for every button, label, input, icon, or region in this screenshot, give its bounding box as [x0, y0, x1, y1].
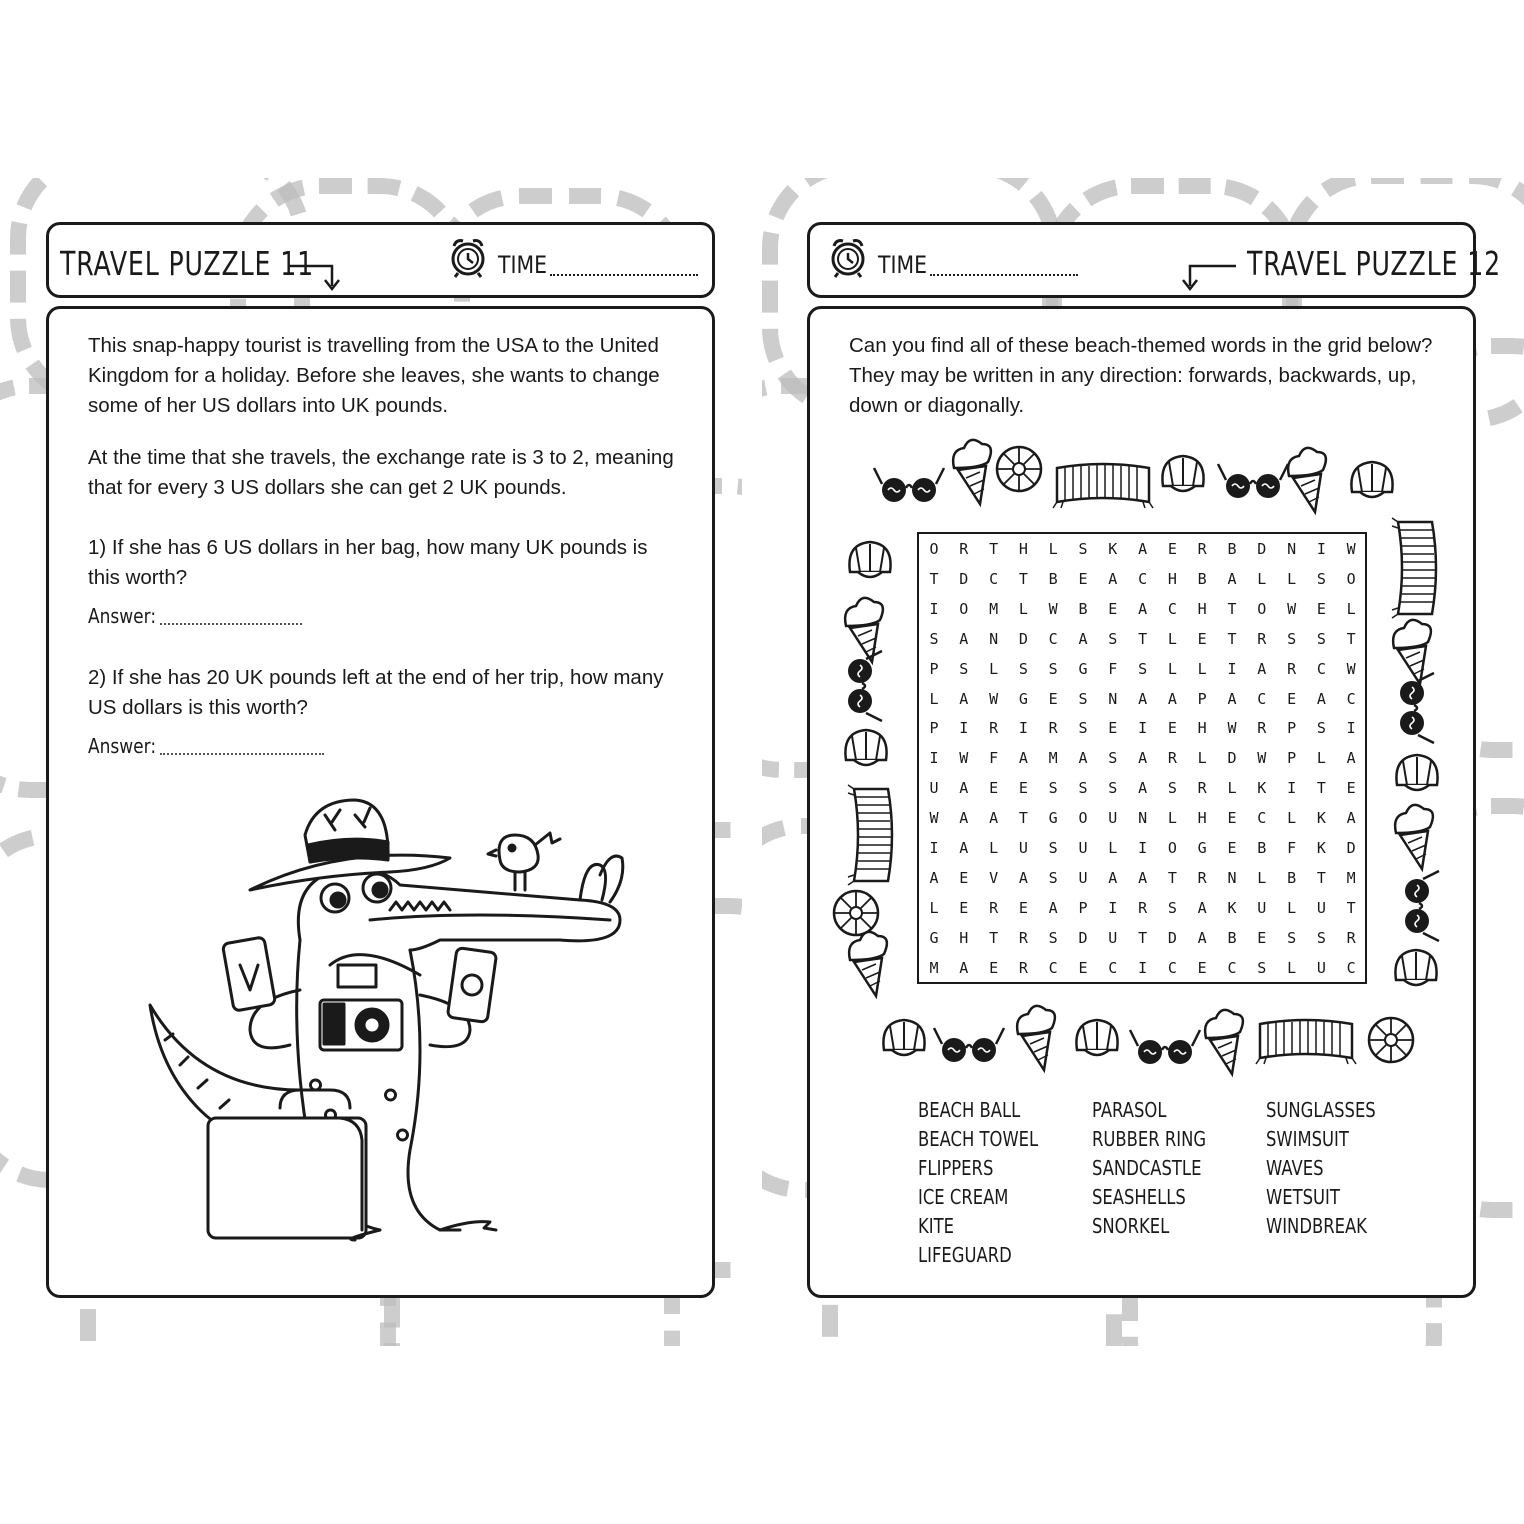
word-list-item: ICE CREAM: [918, 1185, 1009, 1209]
grid-letter[interactable]: M: [1048, 749, 1058, 768]
grid-letter[interactable]: T: [1138, 629, 1148, 648]
grid-letter[interactable]: A: [989, 809, 999, 828]
grid-letter[interactable]: A: [959, 839, 969, 857]
word-list-item: SANDCASTLE: [1092, 1156, 1202, 1180]
grid-letter[interactable]: E: [1048, 689, 1058, 708]
grid-letter[interactable]: A: [1197, 898, 1207, 917]
grid-letter[interactable]: I: [1018, 719, 1028, 738]
word-list-item: WETSUIT: [1266, 1185, 1340, 1209]
grid-letter[interactable]: A: [1138, 749, 1148, 768]
grid-letter[interactable]: U: [1108, 928, 1118, 947]
answer-1-label: Answer:: [88, 604, 157, 628]
grid-letter[interactable]: E: [1108, 599, 1118, 618]
grid-letter[interactable]: B: [1287, 868, 1297, 887]
grid-letter[interactable]: S: [1287, 629, 1297, 648]
grid-letter[interactable]: S: [1138, 659, 1148, 678]
grid-letter[interactable]: O: [1167, 839, 1177, 857]
grid-letter[interactable]: A: [1138, 599, 1148, 618]
grid-letter[interactable]: L: [929, 689, 939, 708]
grid-letter[interactable]: C: [1257, 689, 1267, 708]
grid-letter[interactable]: H: [1197, 809, 1207, 828]
word-list-item: FLIPPERS: [918, 1156, 994, 1180]
grid-letter[interactable]: D: [1167, 928, 1177, 947]
grid-letter[interactable]: K: [1108, 540, 1118, 558]
grid-letter[interactable]: O: [1078, 809, 1088, 828]
grid-letter[interactable]: W: [1257, 749, 1267, 768]
grid-letter[interactable]: T: [929, 569, 939, 588]
grid-letter[interactable]: P: [1287, 719, 1297, 738]
grid-letter[interactable]: K: [1257, 779, 1267, 798]
word-list-item: KITE: [918, 1214, 954, 1238]
grid-letter[interactable]: S: [1078, 540, 1088, 558]
grid-letter[interactable]: O: [1346, 569, 1356, 588]
grid-letter[interactable]: A: [1138, 779, 1148, 798]
grid-letter[interactable]: L: [1167, 659, 1177, 678]
grid-letter[interactable]: T: [1138, 928, 1148, 947]
grid-letter[interactable]: I: [929, 599, 939, 618]
grid-letter[interactable]: M: [989, 599, 999, 618]
left-intro-1: This snap-happy tourist is travelling from the USA to the United Kingdom for a holiday. Before she leaves, she wants to change some of her US dollars into UK pounds.: [88, 334, 660, 417]
grid-letter[interactable]: E: [1167, 719, 1177, 738]
grid-letter[interactable]: R: [1257, 629, 1267, 648]
grid-letter[interactable]: L: [1316, 749, 1326, 768]
left-time-label: TIME: [498, 251, 547, 279]
grid-letter[interactable]: P: [1197, 689, 1207, 708]
grid-letter[interactable]: S: [1048, 839, 1058, 857]
grid-letter[interactable]: O: [959, 599, 969, 618]
grid-letter[interactable]: I: [1346, 719, 1356, 738]
grid-letter[interactable]: A: [1108, 569, 1118, 588]
right-intro: Can you find all of these beach-themed words in the grid below? They may be written in any direction: forwards, backwards, up, down or diagonally.: [849, 334, 1433, 417]
grid-letter[interactable]: S: [1316, 629, 1326, 648]
grid-letter[interactable]: A: [1346, 749, 1356, 768]
word-list-item: RUBBER RING: [1092, 1127, 1207, 1151]
grid-letter[interactable]: H: [1167, 569, 1177, 588]
grid-letter[interactable]: B: [1257, 839, 1267, 857]
word-list-item: SWIMSUIT: [1266, 1127, 1349, 1151]
grid-letter[interactable]: E: [959, 868, 969, 887]
grid-letter[interactable]: A: [1227, 569, 1237, 588]
grid-letter[interactable]: S: [1316, 719, 1326, 738]
grid-letter[interactable]: L: [1346, 599, 1356, 618]
grid-letter[interactable]: U: [1078, 839, 1088, 857]
grid-letter[interactable]: E: [1257, 928, 1267, 947]
word-list-column-1: [918, 1096, 1038, 1270]
word-list-item: SNORKEL: [1092, 1214, 1170, 1238]
grid-letter[interactable]: L: [1197, 659, 1207, 678]
grid-letter[interactable]: D: [1078, 928, 1088, 947]
grid-letter[interactable]: E: [989, 779, 999, 798]
grid-letter[interactable]: L: [1287, 958, 1297, 977]
grid-letter[interactable]: E: [1167, 540, 1177, 558]
grid-letter[interactable]: R: [1197, 779, 1207, 798]
grid-letter[interactable]: C: [1138, 569, 1148, 588]
word-list-item: SEASHELLS: [1092, 1185, 1186, 1209]
grid-letter[interactable]: S: [959, 659, 969, 678]
grid-letter[interactable]: E: [1227, 839, 1237, 857]
grid-letter[interactable]: A: [959, 809, 969, 828]
grid-letter[interactable]: R: [1346, 928, 1356, 947]
grid-letter[interactable]: U: [1316, 958, 1326, 977]
word-list-item: WAVES: [1266, 1156, 1324, 1180]
grid-letter[interactable]: R: [1138, 898, 1148, 917]
grid-letter[interactable]: G: [1197, 839, 1207, 857]
grid-letter[interactable]: C: [1227, 958, 1237, 977]
grid-letter[interactable]: I: [929, 839, 939, 857]
grid-letter[interactable]: P: [929, 659, 939, 678]
grid-letter[interactable]: H: [1197, 719, 1207, 738]
grid-letter[interactable]: S: [1287, 928, 1297, 947]
grid-letter[interactable]: R: [989, 898, 999, 917]
grid-letter[interactable]: R: [1167, 749, 1177, 768]
grid-letter[interactable]: R: [1018, 958, 1028, 977]
grid-letter[interactable]: E: [1227, 809, 1237, 828]
grid-letter[interactable]: R: [1197, 540, 1207, 558]
left-intro-2: At the time that she travels, the exchange rate is 3 to 2, meaning that for every 3 US dollars she can get 2 UK pounds.: [88, 446, 674, 499]
grid-letter[interactable]: A: [1138, 689, 1148, 708]
word-list-item: LIFEGUARD: [918, 1243, 1012, 1267]
grid-letter[interactable]: G: [1048, 809, 1058, 828]
word-list-item: WINDBREAK: [1266, 1214, 1367, 1238]
grid-letter[interactable]: U: [1257, 898, 1267, 917]
grid-letter[interactable]: L: [929, 898, 939, 917]
grid-letter[interactable]: I: [1138, 839, 1148, 857]
grid-letter[interactable]: W: [1346, 540, 1356, 558]
grid-letter[interactable]: T: [1018, 569, 1028, 588]
grid-letter[interactable]: L: [1167, 629, 1177, 648]
grid-letter[interactable]: S: [1018, 659, 1028, 678]
grid-letter[interactable]: A: [1197, 928, 1207, 947]
grid-letter[interactable]: E: [1078, 569, 1088, 588]
grid-letter[interactable]: S: [1167, 898, 1177, 917]
grid-letter[interactable]: L: [1197, 749, 1207, 768]
grid-letter[interactable]: B: [1227, 540, 1237, 558]
grid-letter[interactable]: S: [1078, 719, 1088, 738]
grid-letter[interactable]: A: [959, 629, 969, 648]
grid-letter[interactable]: D: [959, 569, 969, 588]
grid-letter[interactable]: T: [1316, 868, 1326, 887]
grid-letter[interactable]: C: [1257, 809, 1267, 828]
grid-letter[interactable]: T: [1346, 898, 1356, 917]
grid-letter[interactable]: E: [1078, 958, 1088, 977]
grid-letter[interactable]: A: [1078, 749, 1088, 768]
grid-letter[interactable]: C: [1346, 958, 1356, 977]
word-list-column-3: [1266, 1096, 1376, 1241]
grid-letter[interactable]: C: [1167, 599, 1177, 618]
grid-letter[interactable]: C: [1048, 958, 1058, 977]
grid-letter[interactable]: I: [1316, 540, 1326, 558]
grid-letter[interactable]: A: [1138, 868, 1148, 887]
grid-letter[interactable]: A: [1316, 689, 1326, 708]
grid-letter[interactable]: A: [1167, 689, 1177, 708]
grid-letter[interactable]: K: [1227, 898, 1237, 917]
grid-letter[interactable]: E: [1197, 629, 1207, 648]
grid-letter[interactable]: K: [1316, 809, 1326, 828]
grid-letter[interactable]: R: [1197, 868, 1207, 887]
grid-letter[interactable]: G: [1018, 689, 1028, 708]
grid-letter[interactable]: C: [1167, 958, 1177, 977]
grid-letter[interactable]: I: [1227, 659, 1237, 678]
grid-letter[interactable]: A: [959, 958, 969, 977]
grid-letter[interactable]: C: [1316, 659, 1326, 678]
grid-letter[interactable]: A: [1018, 749, 1028, 768]
grid-letter[interactable]: S: [1316, 569, 1326, 588]
grid-letter[interactable]: T: [1227, 599, 1237, 618]
question-1: 1) If she has 6 US dollars in her bag, how many UK pounds is this worth?: [88, 536, 648, 589]
grid-letter[interactable]: F: [1108, 659, 1118, 678]
grid-letter[interactable]: D: [1346, 839, 1356, 857]
grid-letter[interactable]: F: [989, 749, 999, 768]
grid-letter[interactable]: P: [1078, 898, 1088, 917]
grid-letter[interactable]: S: [1048, 928, 1058, 947]
grid-letter[interactable]: R: [1257, 719, 1267, 738]
grid-letter[interactable]: C: [1108, 958, 1118, 977]
grid-letter[interactable]: E: [1018, 898, 1028, 917]
grid-letter[interactable]: A: [959, 779, 969, 798]
grid-letter[interactable]: D: [1018, 629, 1028, 648]
grid-letter[interactable]: I: [959, 719, 969, 738]
right-page-title: TRAVEL PUZZLE 12: [1247, 244, 1502, 283]
question-2: 2) If she has 20 UK pounds left at the end of her trip, how many US dollars is this worth?: [88, 666, 664, 719]
word-list-item: PARASOL: [1092, 1098, 1167, 1122]
grid-letter[interactable]: E: [1316, 599, 1326, 618]
grid-letter[interactable]: S: [1048, 868, 1058, 887]
grid-letter[interactable]: E: [1018, 779, 1028, 798]
grid-letter[interactable]: W: [1048, 599, 1058, 618]
grid-letter[interactable]: A: [1018, 868, 1028, 887]
grid-letter[interactable]: S: [1257, 958, 1267, 977]
grid-letter[interactable]: G: [929, 928, 939, 947]
grid-letter[interactable]: W: [959, 749, 969, 768]
grid-letter[interactable]: S: [1108, 779, 1118, 798]
grid-letter[interactable]: L: [1257, 868, 1267, 887]
grid-letter[interactable]: P: [929, 719, 939, 738]
grid-letter[interactable]: L: [1287, 809, 1297, 828]
grid-letter[interactable]: K: [1316, 839, 1326, 857]
grid-letter[interactable]: W: [1227, 719, 1237, 738]
grid-letter[interactable]: C: [1048, 629, 1058, 648]
grid-letter[interactable]: L: [1257, 569, 1267, 588]
grid-letter[interactable]: H: [959, 928, 969, 947]
grid-letter[interactable]: I: [929, 749, 939, 768]
grid-letter[interactable]: G: [1078, 659, 1088, 678]
grid-letter[interactable]: L: [1287, 898, 1297, 917]
grid-letter[interactable]: I: [1138, 719, 1148, 738]
grid-letter[interactable]: L: [1048, 540, 1058, 558]
grid-letter[interactable]: E: [1197, 958, 1207, 977]
grid-letter[interactable]: W: [1346, 659, 1356, 678]
grid-letter[interactable]: S: [1048, 779, 1058, 798]
right-time-label: TIME: [878, 251, 927, 279]
grid-letter[interactable]: P: [1287, 749, 1297, 768]
grid-letter[interactable]: L: [989, 839, 999, 857]
wordsearch-grid[interactable]: [917, 532, 1367, 984]
grid-letter[interactable]: A: [1138, 540, 1148, 558]
grid-letter[interactable]: W: [989, 689, 999, 708]
grid-letter[interactable]: F: [1287, 839, 1297, 857]
grid-letter[interactable]: A: [959, 689, 969, 708]
grid-letter[interactable]: E: [959, 898, 969, 917]
grid-letter[interactable]: T: [1316, 779, 1326, 798]
grid-letter[interactable]: M: [1346, 868, 1356, 887]
word-list-item: BEACH TOWEL: [918, 1127, 1039, 1151]
grid-letter[interactable]: U: [1316, 898, 1326, 917]
grid-letter[interactable]: U: [1078, 868, 1088, 887]
grid-letter[interactable]: M: [929, 958, 939, 977]
grid-letter[interactable]: T: [1346, 629, 1356, 648]
grid-letter[interactable]: O: [929, 540, 939, 558]
grid-letter[interactable]: I: [1287, 779, 1297, 798]
grid-letter[interactable]: C: [1346, 689, 1356, 708]
grid-letter[interactable]: L: [1227, 779, 1237, 798]
word-list-item: BEACH BALL: [918, 1098, 1021, 1122]
grid-letter[interactable]: L: [1108, 839, 1118, 857]
grid-letter[interactable]: T: [1018, 809, 1028, 828]
grid-letter[interactable]: H: [1197, 599, 1207, 618]
grid-letter[interactable]: C: [989, 569, 999, 588]
grid-letter[interactable]: B: [1048, 569, 1058, 588]
grid-letter[interactable]: I: [1138, 958, 1148, 977]
grid-letter[interactable]: N: [1138, 809, 1148, 828]
grid-letter[interactable]: A: [1346, 809, 1356, 828]
grid-letter[interactable]: A: [1048, 898, 1058, 917]
answer-2-label: Answer:: [88, 734, 157, 758]
grid-letter[interactable]: L: [989, 659, 999, 678]
grid-letter[interactable]: U: [1018, 839, 1028, 857]
grid-letter[interactable]: S: [1048, 659, 1058, 678]
grid-letter[interactable]: E: [989, 958, 999, 977]
grid-letter[interactable]: O: [1257, 599, 1267, 618]
grid-letter[interactable]: W: [929, 809, 939, 828]
grid-letter[interactable]: S: [929, 629, 939, 648]
grid-letter[interactable]: B: [1197, 569, 1207, 588]
grid-letter[interactable]: S: [1108, 749, 1118, 768]
grid-letter[interactable]: E: [1346, 779, 1356, 798]
grid-letter[interactable]: L: [1287, 569, 1297, 588]
grid-letter[interactable]: D: [1257, 540, 1267, 558]
word-list-column-2: [1092, 1096, 1206, 1241]
grid-letter[interactable]: B: [1227, 928, 1237, 947]
grid-letter[interactable]: R: [1287, 659, 1297, 678]
grid-letter[interactable]: L: [1167, 809, 1177, 828]
grid-letter[interactable]: U: [929, 779, 939, 798]
grid-letter[interactable]: N: [1108, 689, 1118, 708]
grid-letter[interactable]: V: [989, 868, 999, 887]
grid-letter[interactable]: T: [1227, 629, 1237, 648]
grid-letter[interactable]: A: [1227, 689, 1237, 708]
grid-letter[interactable]: W: [1287, 599, 1297, 618]
grid-letter[interactable]: S: [1108, 629, 1118, 648]
grid-letter[interactable]: A: [929, 868, 939, 887]
grid-letter[interactable]: B: [1078, 599, 1088, 618]
grid-letter[interactable]: S: [1078, 689, 1088, 708]
grid-letter[interactable]: R: [1048, 719, 1058, 738]
grid-letter[interactable]: A: [1108, 868, 1118, 887]
grid-letter[interactable]: R: [989, 719, 999, 738]
grid-letter[interactable]: E: [1108, 719, 1118, 738]
grid-letter[interactable]: S: [1078, 779, 1088, 798]
grid-letter[interactable]: D: [1227, 749, 1237, 768]
grid-letter[interactable]: R: [959, 540, 969, 558]
grid-letter[interactable]: H: [1018, 540, 1028, 558]
grid-letter[interactable]: N: [1287, 540, 1297, 558]
grid-letter[interactable]: R: [1018, 928, 1028, 947]
grid-letter[interactable]: N: [1227, 868, 1237, 887]
grid-letter[interactable]: T: [1167, 868, 1177, 887]
grid-letter[interactable]: A: [1257, 659, 1267, 678]
grid-letter[interactable]: I: [1108, 898, 1118, 917]
grid-letter[interactable]: L: [1018, 599, 1028, 618]
grid-letter[interactable]: S: [1167, 779, 1177, 798]
grid-letter[interactable]: U: [1108, 809, 1118, 828]
grid-letter[interactable]: S: [1316, 928, 1326, 947]
grid-letter[interactable]: T: [989, 928, 999, 947]
grid-letter[interactable]: N: [989, 629, 999, 648]
grid-letter[interactable]: E: [1287, 689, 1297, 708]
left-page-title: TRAVEL PUZZLE 11: [60, 244, 315, 283]
grid-letter[interactable]: T: [989, 540, 999, 558]
grid-letter[interactable]: A: [1078, 629, 1088, 648]
word-list-item: SUNGLASSES: [1266, 1098, 1376, 1122]
